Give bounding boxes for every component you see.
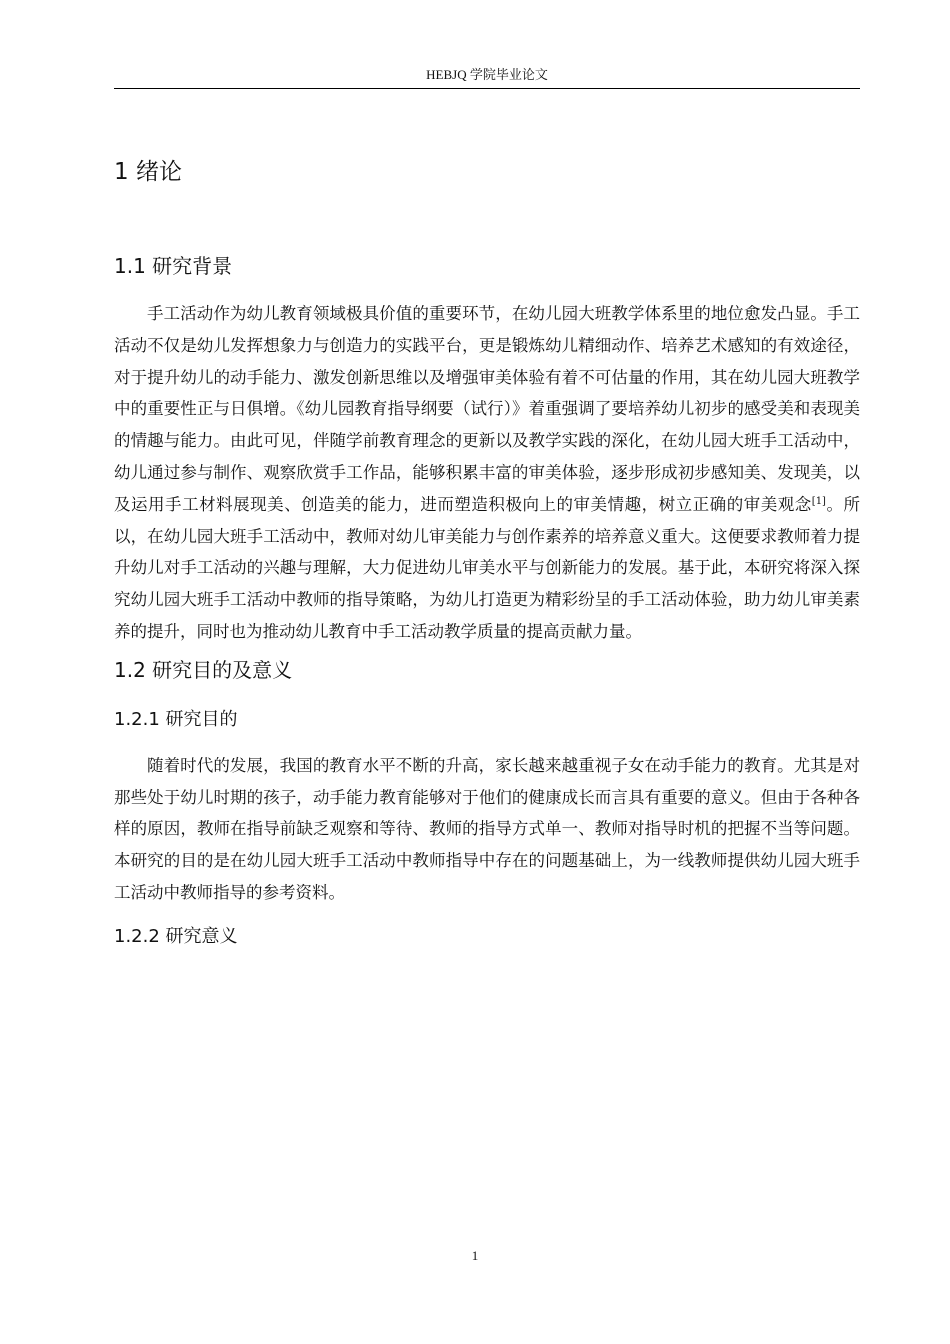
section-title-1-2: 1.2 研究目的及意义 <box>114 657 293 682</box>
paragraph-research-purpose: 随着时代的发展，我国的教育水平不断的升高，家长越来越重视子女在动手能力的教育。尤其是对那些处于幼儿时期的孩子，动手能力教育能够对于他们的健康成长而言具有重要的意义。但由于各种各样的原因，教师在指导前缺乏观察和等待、教师的指导方式单一、教师对指导时机的把握不当等问题。本研究的目的是在幼儿园大班手工活动中教师指导中存在的问题基础上，为一线教师提供幼儿园大班手工活动中教师指导的参考资料。 <box>114 755 860 902</box>
section-title-1-1: 1.1 研究背景 <box>114 254 233 278</box>
subsection-title-1-2-1: 1.2.1 研究目的 <box>114 708 238 730</box>
chapter-title: 1 绪论 <box>114 159 182 185</box>
page-number: 1 <box>471 1248 479 1263</box>
paragraph-research-background <box>114 298 860 648</box>
paragraph-text: 手工活动作为幼儿教育领域极具价值的重要环节，在幼儿园大班教学体系里的地位愈发凸显。手工活动不仅是幼儿发挥想象力与创造力的实践平台，更是锻炼幼儿精细动作、培养艺术感知的有效途径，对于提升幼儿的动手能力、激发创新思维以及增强审美体验有着不可估量的作用，其在幼儿园大班教学中的重要性正与日俱增。《幼儿园教育指导纲要（试行）》着重强调了要培养幼儿初步的感受美和表现美的情趣与能力。由此可见，伴随学前教育理念的更新以及教学实践的深化，在幼儿园大班手工活动中，幼儿通过参与制作、观察欣赏手工作品，能够积累丰富的审美体验，逐步形成初步感知美、发现美，以及运用手工材料展现美、创造美的能力，进而塑造积极向上的审美情趣，树立正确的审美观念 <box>114 304 860 514</box>
page-header: HEBJQ 学院毕业论文 <box>114 66 860 89</box>
subsection-title-1-2-2: 1.2.2 研究意义 <box>114 925 238 947</box>
paragraph-text-continued: 。所以，在幼儿园大班手工活动中，教师对幼儿审美能力与创作素养的培养意义重大。这便要求教师着力提升幼儿对手工活动的兴趣与理解，大力促进幼儿审美水平与创新能力的发展。基于此，本研究将深入探究幼儿园大班手工活动中教师的指导策略，为幼儿打造更为精彩纷呈的手工活动体验，助力幼儿审美素养的提升，同时也为推动幼儿教育中手工活动教学质量的提高贡献力量。 <box>114 494 861 641</box>
document-body <box>114 150 860 967</box>
citation-marker: [1] <box>811 495 826 507</box>
